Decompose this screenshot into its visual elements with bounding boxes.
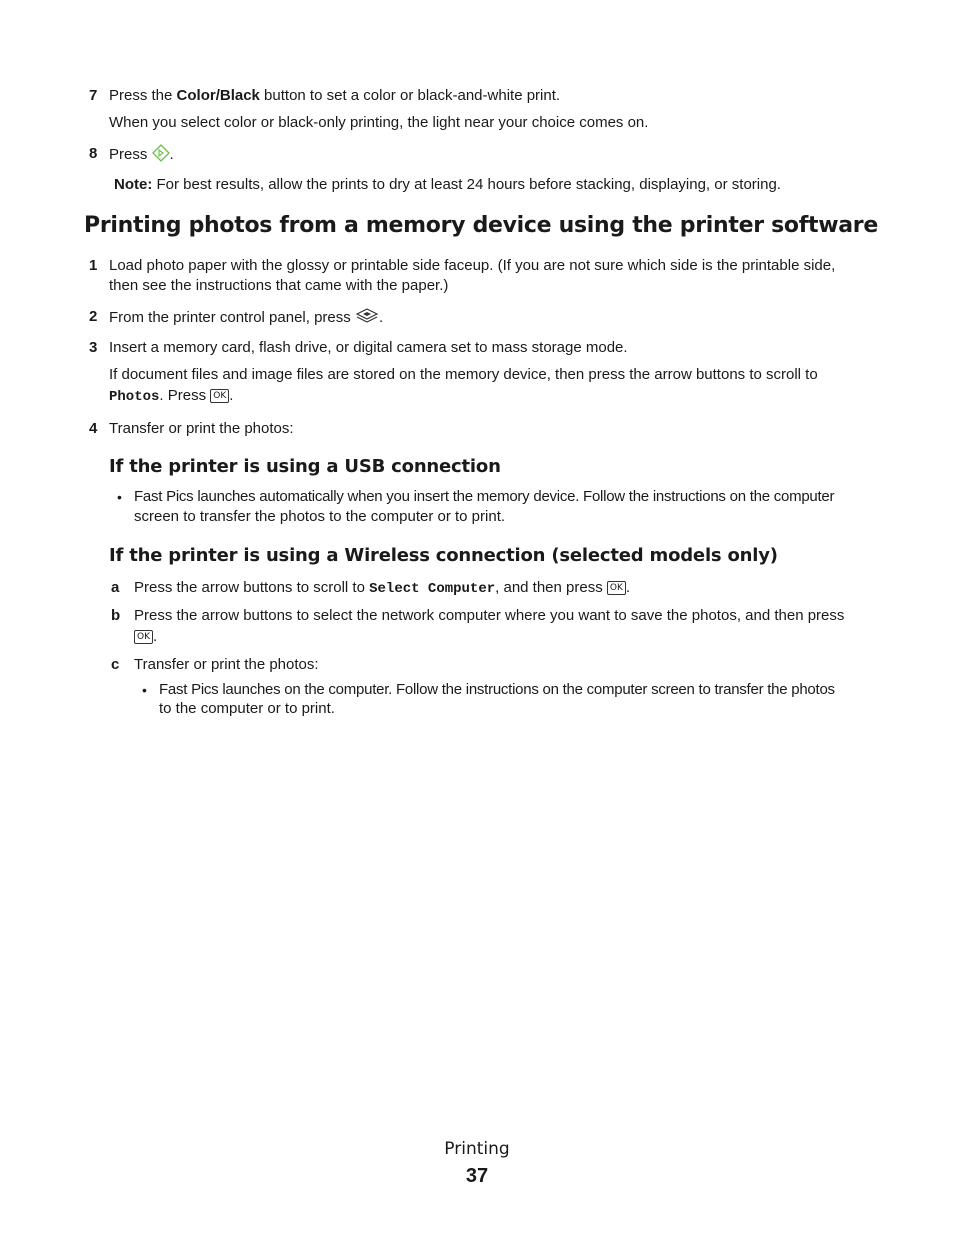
wireless-c-text: Transfer or print the photos: — [134, 656, 319, 673]
color-black-label: Color/Black — [176, 87, 260, 104]
wireless-a-text — [134, 578, 630, 599]
text: Press the — [109, 87, 177, 104]
text: . — [153, 628, 158, 645]
step-3-text: Insert a memory card, flash drive, or digital camera set to mass storage mode. — [109, 339, 628, 356]
section-title: Printing photos from a memory device using the printer software — [84, 213, 878, 238]
step-3-sub-line1: If document files and image files are stored on the memory device, then press the arrow buttons to scroll to — [109, 366, 818, 383]
note — [114, 175, 781, 195]
step-7-sub: When you select color or black-only printing, the light near your choice comes on. — [109, 114, 649, 131]
text: . — [169, 146, 174, 163]
step-number: 4 — [89, 420, 98, 437]
photo-stack-icon — [355, 307, 379, 331]
step-letter: a — [111, 579, 120, 596]
step-4-text: Transfer or print the photos: — [109, 420, 294, 437]
photos-mono: Photos — [109, 389, 160, 405]
step-letter: c — [111, 656, 120, 673]
note-label: Note: — [114, 176, 153, 193]
ok-button-icon: OK — [210, 389, 229, 403]
step-number: 8 — [89, 145, 98, 162]
step-number: 7 — [89, 87, 98, 104]
note-text: For best results, allow the prints to dry at least 24 hours before stacking, displaying, or storing. — [152, 176, 781, 193]
usb-line2: screen to transfer the photos to the computer or to print. — [134, 508, 506, 525]
usb-line1: Fast Pics launches automatically when you insert the memory device. Follow the instructions on the computer — [134, 488, 835, 505]
footer-section: Printing — [444, 1139, 510, 1159]
wireless-c-bullet-line1: Fast Pics launches on the computer. Follow the instructions on the computer screen to transfer the photos — [159, 681, 835, 698]
text: From the printer control panel, press — [109, 309, 355, 326]
text: Press the arrow buttons to scroll to — [134, 579, 370, 596]
text: . Press — [159, 387, 211, 404]
text: Press — [109, 146, 152, 163]
ok-button-icon: OK — [134, 630, 153, 644]
select-computer-mono: Select Computer — [369, 581, 496, 597]
wireless-c-bullet-line2: to the computer or to print. — [159, 700, 335, 717]
step-number: 3 — [89, 339, 98, 356]
page-number: 37 — [465, 1165, 489, 1187]
step-1-line2: then see the instructions that came with the paper.) — [109, 277, 449, 294]
text: . — [229, 387, 234, 404]
bullet: • — [117, 489, 122, 505]
text: . — [378, 309, 384, 326]
step-2-text — [109, 307, 383, 331]
wireless-b-line2 — [134, 627, 157, 647]
step-7-text — [109, 86, 560, 106]
text: . — [625, 579, 631, 596]
wireless-heading: If the printer is using a Wireless connection (selected models only) — [109, 545, 778, 566]
step-8-text — [109, 144, 174, 168]
text: , and then press — [495, 579, 607, 596]
start-diamond-icon — [152, 144, 170, 168]
wireless-b-line1: Press the arrow buttons to select the network computer where you want to save the photos, and then press — [134, 607, 845, 624]
step-number: 2 — [89, 308, 98, 325]
bullet: • — [142, 682, 147, 698]
usb-heading: If the printer is using a USB connection — [109, 456, 501, 477]
ok-button-icon: OK — [607, 581, 626, 595]
step-number: 1 — [89, 257, 98, 274]
step-3-sub-line2 — [109, 386, 233, 407]
text: button to set a color or black-and-white print. — [259, 87, 561, 104]
step-1-line1: Load photo paper with the glossy or printable side faceup. (If you are not sure which side is the printable side, — [109, 257, 836, 274]
step-letter: b — [111, 607, 121, 624]
